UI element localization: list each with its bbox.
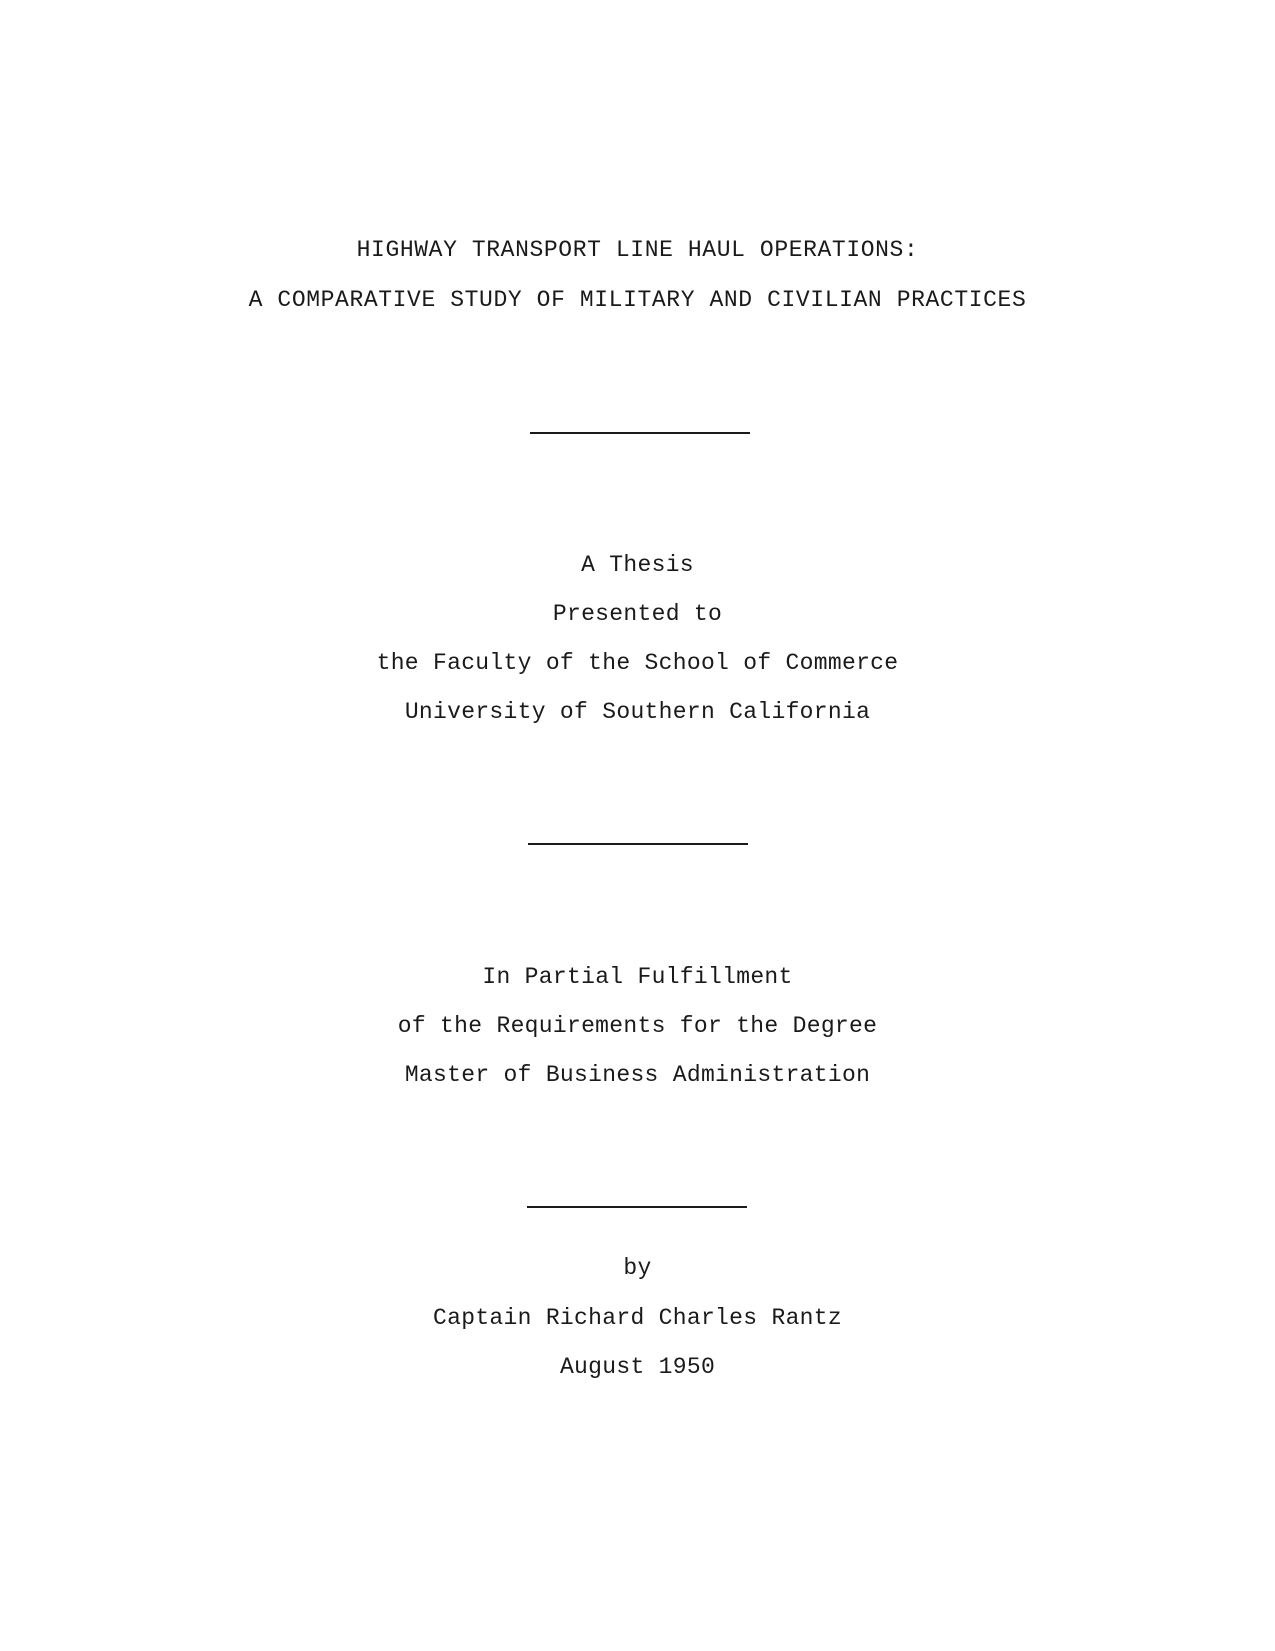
submission-date: August 1950 — [559, 1354, 716, 1380]
author-name: Captain Richard Charles Rantz — [433, 1305, 842, 1331]
faculty-line: the Faculty of the School of Commerce — [376, 650, 899, 676]
university-line: University of Southern California — [404, 699, 871, 725]
fulfillment-line-1: In Partial Fulfillment — [482, 964, 793, 990]
divider-rule-1 — [530, 432, 750, 434]
degree-line: Master of Business Administration — [404, 1062, 871, 1088]
fulfillment-line-2: of the Requirements for the Degree — [397, 1013, 878, 1039]
thesis-title-line-1: HIGHWAY TRANSPORT LINE HAUL OPERATIONS: — [356, 237, 919, 263]
presented-to: Presented to — [552, 601, 723, 627]
thesis-title-line-2: A COMPARATIVE STUDY OF MILITARY AND CIVILIAN PRACTICES — [248, 287, 1027, 313]
by-label: by — [623, 1255, 652, 1281]
divider-rule-2 — [528, 843, 748, 845]
divider-rule-3 — [527, 1206, 747, 1208]
thesis-label: A Thesis — [581, 552, 694, 578]
